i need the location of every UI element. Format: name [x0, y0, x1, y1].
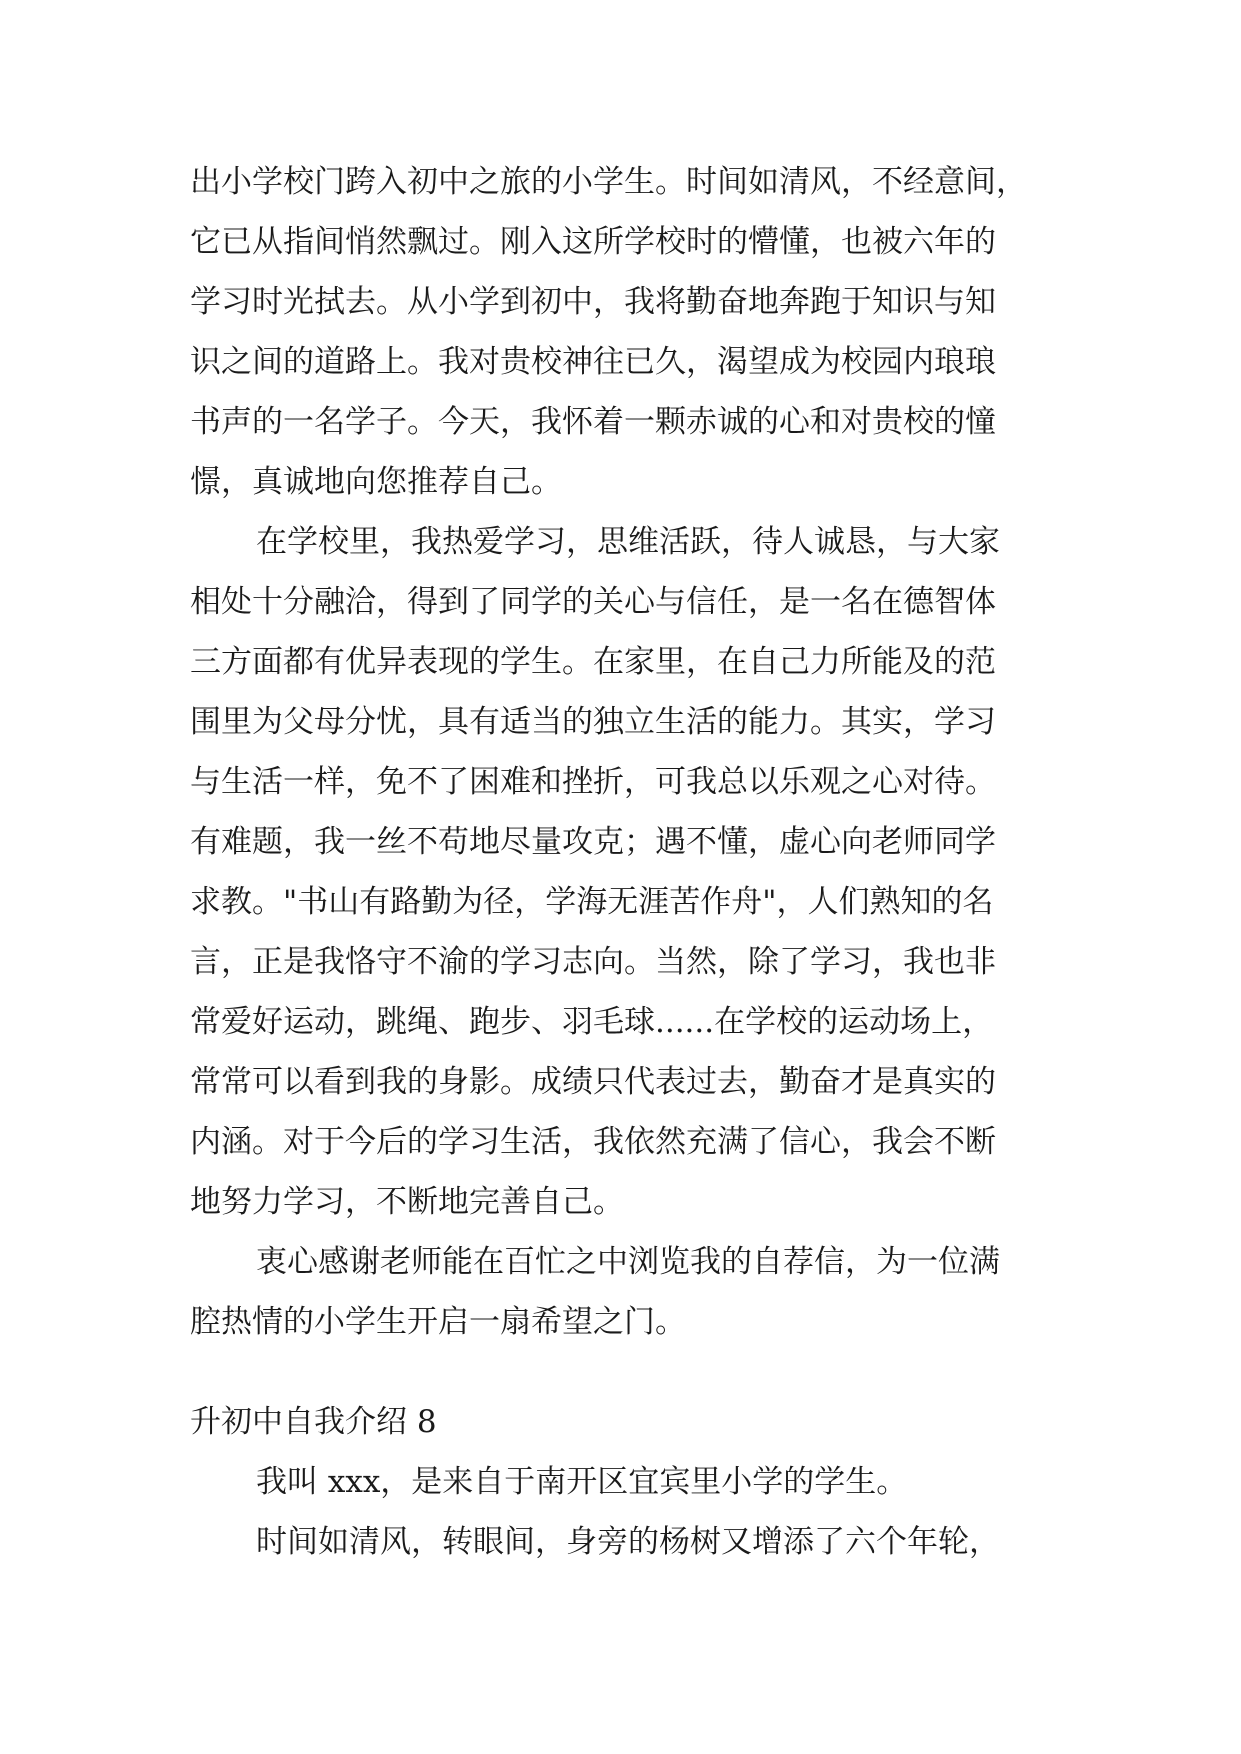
paragraph-1-line-5: 书声的一名学子。今天，我怀着一颗赤诚的心和对贵校的憧: [190, 404, 996, 440]
paragraph-4-line-1: 我叫 xxx，是来自于南开区宜宾里小学的学生。: [256, 1464, 908, 1500]
paragraph-2-line-9: 常爱好运动，跳绳、跑步、羽毛球......在学校的运动场上，: [190, 1004, 994, 1040]
paragraph-1-line-1: 出小学校门跨入初中之旅的小学生。时间如清风，不经意间，: [190, 164, 1027, 200]
paragraph-1-line-6: 憬，真诚地向您推荐自己。: [190, 464, 562, 500]
paragraph-2-line-3: 三方面都有优异表现的学生。在家里，在自己力所能及的范: [190, 644, 996, 680]
paragraph-3-line-1: 衷心感谢老师能在百忙之中浏览我的自荐信，为一位满: [256, 1244, 1000, 1280]
paragraph-3-line-2: 腔热情的小学生开启一扇希望之门。: [190, 1304, 686, 1340]
paragraph-1-line-3: 学习时光拭去。从小学到初中，我将勤奋地奔跑于知识与知: [190, 284, 996, 320]
paragraph-2-line-4: 围里为父母分忧，具有适当的独立生活的能力。其实，学习: [190, 704, 996, 740]
paragraph-1-line-4: 识之间的道路上。我对贵校神往已久，渴望成为校园内琅琅: [190, 344, 996, 380]
paragraph-2-line-12: 地努力学习，不断地完善自己。: [190, 1184, 624, 1220]
paragraph-1-line-2: 它已从指间悄然飘过。刚入这所学校时的懵懂，也被六年的: [190, 224, 996, 260]
paragraph-2-line-11: 内涵。对于今后的学习生活，我依然充满了信心，我会不断: [190, 1124, 996, 1160]
paragraph-2-line-5: 与生活一样，免不了困难和挫折，可我总以乐观之心对待。: [190, 764, 996, 800]
paragraph-2-line-1: 在学校里，我热爱学习，思维活跃，待人诚恳，与大家: [256, 524, 1000, 560]
paragraph-2-line-7: 求教。"书山有路勤为径，学海无涯苦作舟"，人们熟知的名: [190, 884, 994, 920]
section-heading: 升初中自我介绍 8: [190, 1404, 437, 1440]
paragraph-2-line-6: 有难题，我一丝不苟地尽量攻克；遇不懂，虚心向老师同学: [190, 824, 996, 860]
paragraph-2-line-10: 常常可以看到我的身影。成绩只代表过去，勤奋才是真实的: [190, 1064, 996, 1100]
paragraph-2-line-2: 相处十分融洽，得到了同学的关心与信任，是一名在德智体: [190, 584, 996, 620]
paragraph-5-line-1: 时间如清风，转眼间，身旁的杨树又增添了六个年轮，: [256, 1524, 1000, 1560]
paragraph-2-line-8: 言，正是我恪守不渝的学习志向。当然，除了学习，我也非: [190, 944, 996, 980]
